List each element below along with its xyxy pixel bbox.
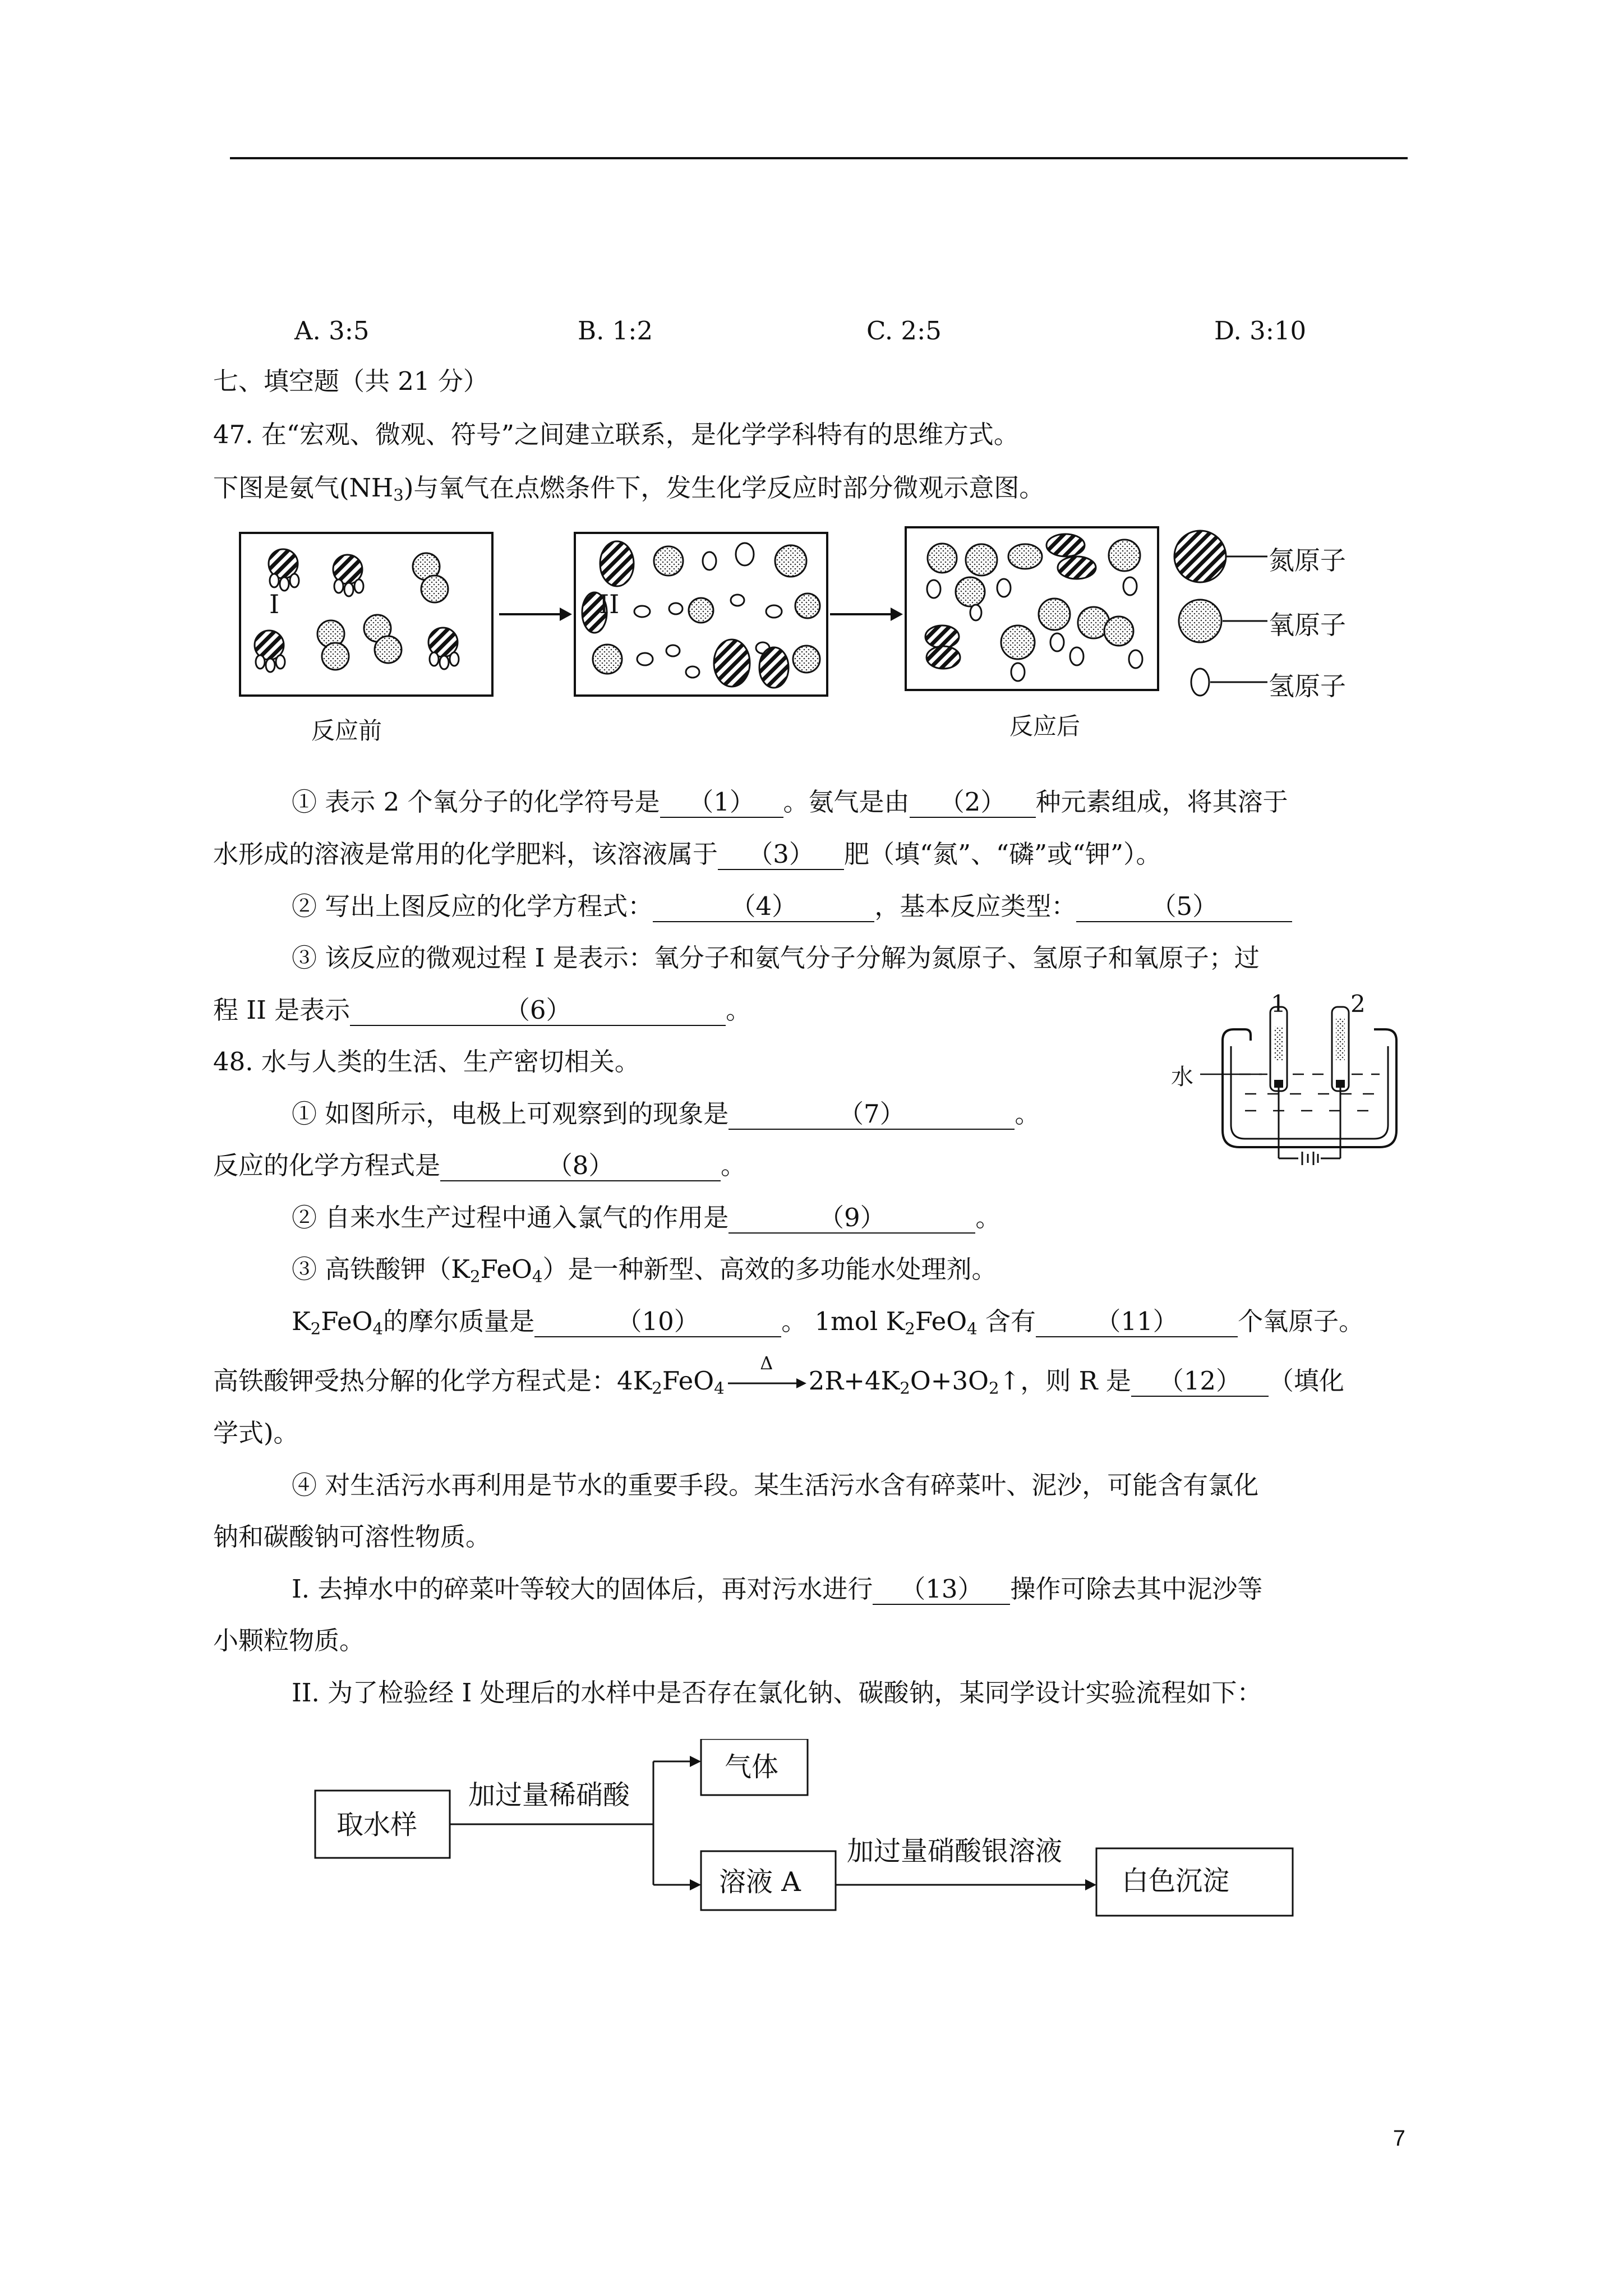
option-b: B. 1:2 bbox=[578, 316, 653, 346]
flow-precipitate: 白色沉淀 bbox=[1122, 1865, 1230, 1897]
electrolysis-apparatus bbox=[1178, 996, 1424, 1170]
blank-4: （4） bbox=[653, 892, 874, 922]
blank-11: （11） bbox=[1036, 1307, 1238, 1337]
q48-part4-i-line2: 小颗粒物质。 bbox=[213, 1626, 365, 1655]
q47-part1-line1: ① 表示 2 个氧分子的化学符号是 （1） 。氨气是由 （2） 种元素组成，将其溶于 bbox=[292, 787, 1288, 817]
q48-part3-line3: 高铁酸钾受热分解的化学方程式是：$4K_2FeO_4$ Δ $2R+4K_2O+3O_2↑$，则 R 是 （12） （填化 bbox=[213, 1352, 1344, 1398]
product-molecules bbox=[925, 534, 1142, 681]
q48-line1: 48. 水与人类的生活、生产密切相关。 bbox=[213, 1047, 640, 1076]
legend-oxygen: 氧原子 bbox=[1269, 610, 1346, 640]
blank-13: （13） bbox=[873, 1575, 1010, 1605]
blank-8: （8） bbox=[440, 1151, 721, 1181]
q48-part1-line1: ① 如图所示，电极上可观察到的现象是 （7） 。 bbox=[292, 1099, 1040, 1129]
option-c: C. 2:5 bbox=[866, 316, 942, 346]
blank-12: （12） bbox=[1131, 1366, 1269, 1397]
blank-7: （7） bbox=[728, 1099, 1015, 1130]
blank-9: （9） bbox=[728, 1203, 975, 1234]
flow-sample: 取水样 bbox=[336, 1809, 418, 1841]
flow-reagent2: 加过量硝酸银溶液 bbox=[847, 1835, 1063, 1867]
q48-part1-line2: 反应的化学方程式是 （8） 。 bbox=[213, 1151, 746, 1180]
q48-part3-line2: $K_2FeO_4$的摩尔质量是 （10） 。 1mol $K_2FeO_4$ 含有 （11） 个氧原子。 bbox=[292, 1306, 1364, 1338]
q48-part4-line2: 钠和碳酸钠可溶性物质。 bbox=[213, 1522, 491, 1552]
q48-part2: ② 自来水生产过程中通入氯气的作用是 （9） 。 bbox=[292, 1203, 1001, 1232]
legend-hydrogen: 氢原子 bbox=[1269, 671, 1346, 701]
blank-5: （5） bbox=[1076, 892, 1292, 922]
blank-6: （6） bbox=[350, 996, 726, 1026]
option-a: A. 3:5 bbox=[294, 316, 370, 346]
tube-2-label: 2 bbox=[1350, 990, 1366, 1018]
option-d: D. 3:10 bbox=[1214, 316, 1307, 346]
tube-1-label: 1 bbox=[1271, 990, 1286, 1018]
before-label: 反应前 bbox=[311, 717, 382, 744]
blank-10: （10） bbox=[534, 1307, 781, 1337]
q47-line1: 47. 在“宏观、微观、符号”之间建立联系，是化学学科特有的思维方式。 bbox=[213, 420, 1019, 449]
header-rule bbox=[230, 157, 1408, 159]
after-label: 反应后 bbox=[1009, 713, 1081, 739]
blank-1: （1） bbox=[660, 788, 783, 818]
legend-nitrogen: 氮原子 bbox=[1269, 545, 1346, 576]
q47-part2: ② 写出上图反应的化学方程式： （4） ，基本反应类型： （5） bbox=[292, 890, 1292, 923]
q48-part3-line1: ③ 高铁酸钾$(K_2FeO_4)$是一种新型、高效的多功能水处理剂。 bbox=[292, 1254, 997, 1286]
q48-part4-i-line1: I. 去掉水中的碎菜叶等较大的固体后，再对污水进行 （13） 操作可除去其中泥沙等 bbox=[292, 1574, 1263, 1604]
flow-reagent1: 加过量稀硝酸 bbox=[468, 1779, 630, 1811]
heat-arrow: Δ bbox=[725, 1364, 809, 1398]
reaction-diagram bbox=[236, 516, 1424, 752]
flow-gas: 气体 bbox=[725, 1751, 779, 1783]
q47-part3-line2: 程 II 是表示 （6） 。 bbox=[213, 995, 751, 1025]
q48-part4-line1: ④ 对生活污水再利用是节水的重要手段。某生活污水含有碎菜叶、泥沙，可能含有氯化 bbox=[292, 1470, 1259, 1500]
q48-part3-line4: 学式)。 bbox=[213, 1418, 299, 1448]
legend bbox=[1174, 531, 1267, 696]
water-label: 水 bbox=[1171, 1064, 1193, 1090]
q48-part4-ii: II. 为了检验经 I 处理后的水样中是否存在氯化钠、碳酸钠，某同学设计实验流程如下： bbox=[292, 1678, 1262, 1708]
q47-part3-line1: ③ 该反应的微观过程 I 是表示：氧分子和氨气分子分解为氮原子、氢原子和氧原子；过 bbox=[292, 943, 1260, 973]
blank-2: （2） bbox=[910, 788, 1036, 818]
experiment-flowchart bbox=[308, 1739, 1307, 1930]
q47-part1-line2: 水形成的溶液是常用的化学肥料，该溶液属于 （3） 肥（填“氮”、“磷”或“钾”）。 bbox=[213, 839, 1161, 869]
page-number: 7 bbox=[1393, 2126, 1405, 2151]
step1-label: I bbox=[269, 589, 280, 619]
flow-solution: 溶液 A bbox=[719, 1866, 801, 1898]
step2-label: II bbox=[599, 589, 620, 619]
blank-3: （3） bbox=[718, 840, 844, 870]
q47-line2: 下图是氨气$(NH_3)$与氧气在点燃条件下，发生化学反应时部分微观示意图。 bbox=[213, 473, 1045, 505]
section-title: 七、填空题（共 21 分） bbox=[213, 366, 488, 396]
